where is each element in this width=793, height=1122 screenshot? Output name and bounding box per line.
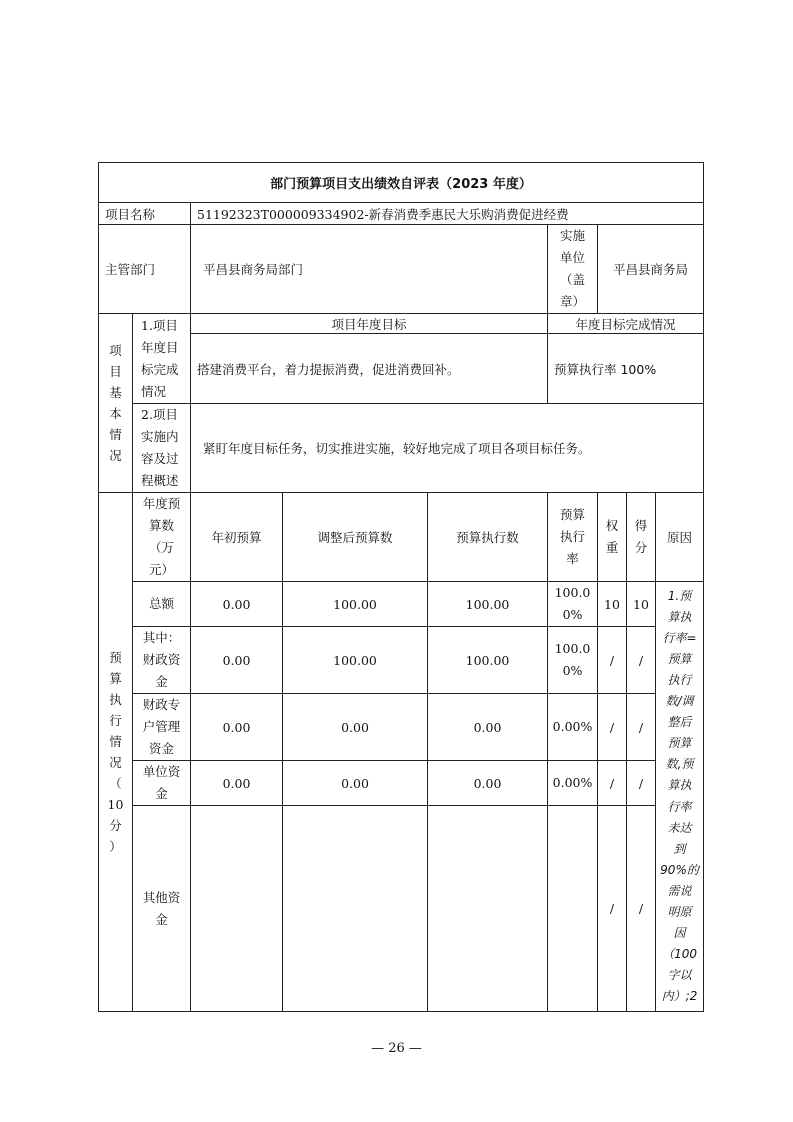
- row-label-line: 资金: [148, 741, 174, 756]
- section-char: 况: [109, 448, 122, 463]
- row-weight: /: [598, 627, 627, 694]
- goal-label-line: 1.项目: [141, 317, 178, 333]
- row-label-line: 其他资: [142, 889, 181, 905]
- row-executed: 0.00: [428, 694, 548, 761]
- dept-label: 主管部门: [99, 225, 191, 314]
- row-initial: 0.00: [191, 761, 283, 806]
- performance-table: [98, 162, 704, 1012]
- unit-label-line: 实施: [559, 228, 585, 243]
- section-char: 目: [109, 364, 122, 379]
- row-initial: 0.00: [191, 694, 283, 761]
- reason-line: 明原: [667, 904, 692, 919]
- header-score: [627, 493, 656, 582]
- row-rate-line: 0%: [562, 663, 583, 678]
- row-executed: 100.00: [428, 627, 548, 694]
- table-title: 部门预算项目支出绩效自评表（2023 年度）: [99, 163, 704, 203]
- row-score: /: [627, 806, 656, 1012]
- section-char: 情: [109, 427, 122, 442]
- section-char: 算: [109, 671, 122, 686]
- row-adjusted: 0.00: [283, 694, 428, 761]
- section-char: 行: [109, 713, 122, 728]
- row-score: /: [627, 761, 656, 806]
- section-char: （: [109, 776, 122, 791]
- impl-label-line: 2.项目: [141, 407, 178, 422]
- unit-label: [548, 225, 598, 314]
- header-weight: [598, 493, 627, 582]
- section-char: 基: [109, 385, 122, 400]
- section-char: 项: [109, 343, 122, 358]
- section-char: ）: [109, 839, 122, 854]
- header-line: （万: [148, 540, 174, 555]
- table-row: [99, 694, 704, 761]
- row-rate-line: 0.00%: [552, 775, 593, 790]
- impl-label-line: 程概述: [141, 473, 179, 488]
- header-line: 权: [605, 518, 619, 533]
- row-label-line: 其中：: [142, 630, 181, 645]
- budget-section: [99, 493, 133, 1012]
- reason-line: 算执: [667, 778, 692, 793]
- impl-label-line: 容及过: [141, 451, 179, 466]
- section-char: 本: [109, 406, 122, 421]
- reason-line: 执行: [667, 672, 692, 687]
- table-row: [99, 627, 704, 694]
- row-rate-line: 100.0: [554, 585, 591, 600]
- header-line: 分: [634, 540, 648, 555]
- row-weight: /: [598, 694, 627, 761]
- row-label-line: 单位资: [142, 764, 181, 779]
- impl-label-line: 实施内: [141, 429, 179, 444]
- reason-line: 预算: [667, 736, 692, 751]
- unit-label-line: 章）: [559, 294, 585, 309]
- reason-line: 因: [673, 926, 686, 941]
- reason-line: 数/调: [665, 694, 694, 709]
- row-label-line: 财政资: [142, 652, 181, 667]
- row-label-line: 总额: [148, 596, 174, 611]
- header-initial: 年初预算: [191, 493, 283, 582]
- row-score: /: [627, 627, 656, 694]
- row-score: 10: [627, 582, 656, 627]
- reason-line: 数,预: [665, 757, 694, 772]
- row-rate-line: 0%: [562, 607, 583, 622]
- row-adjusted: 100.00: [283, 582, 428, 627]
- row-weight: /: [598, 806, 627, 1012]
- page-number: — 26 —: [371, 1041, 422, 1056]
- header-line: 年度预: [142, 496, 181, 511]
- table-row: [99, 806, 704, 1012]
- row-label-line: 财政专: [142, 697, 181, 712]
- unit-label-line: （盖: [559, 272, 585, 287]
- goal-label-line: 标完成: [141, 361, 179, 377]
- table-row: [99, 582, 704, 627]
- budget-header-first: [133, 493, 191, 582]
- row-rate-line: 100.0: [554, 641, 591, 656]
- table-row: [99, 761, 704, 806]
- section-char: 况: [109, 755, 122, 770]
- header-executed: 预算执行数: [428, 493, 548, 582]
- header-rate: [548, 493, 598, 582]
- row-executed: [428, 806, 548, 1012]
- project-name-value: 51192323T000009334902-新春消费季惠民大乐购消费促进经费: [191, 203, 704, 225]
- project-name-label: 项目名称: [99, 203, 191, 225]
- section-char: 执: [109, 692, 122, 707]
- section-char: 预: [109, 650, 122, 665]
- header-reason: 原因: [656, 493, 704, 582]
- row-score: /: [627, 694, 656, 761]
- row-initial: [191, 806, 283, 1012]
- header-line: 率: [566, 551, 579, 566]
- header-line: 执行: [559, 529, 585, 544]
- row-initial: 0.00: [191, 582, 283, 627]
- goal-text: 搭建消费平台，着力提振消费，促进消费回补。: [191, 334, 548, 404]
- completion-header: 年度目标完成情况: [548, 314, 704, 334]
- header-adjusted: 调整后预算数: [283, 493, 428, 582]
- section-char: 情: [109, 734, 122, 749]
- row-weight: 10: [598, 582, 627, 627]
- reason-line: 算执: [667, 609, 692, 624]
- row-label-line: 金: [155, 911, 168, 927]
- dept-value: 平昌县商务局部门: [191, 225, 548, 314]
- row-weight: /: [598, 761, 627, 806]
- goal-label-line: 年度目: [141, 339, 179, 355]
- section-char: 分: [109, 818, 122, 833]
- row-rate-line: 0.00%: [552, 719, 593, 734]
- reason-line: 1.预: [667, 588, 692, 603]
- header-line: 元）: [148, 562, 174, 577]
- unit-label-line: 单位: [559, 250, 585, 265]
- completion-text: 预算执行率 100%: [548, 334, 704, 404]
- basic-info-section: [99, 314, 133, 493]
- reason-line: 预算: [667, 651, 692, 666]
- goal-header: 项目年度目标: [191, 314, 548, 334]
- row-adjusted: [283, 806, 428, 1012]
- row-label-line: 金: [155, 674, 168, 689]
- reason-line: 内）;2: [661, 989, 698, 1004]
- section-char: 10: [107, 797, 124, 812]
- reason-line: 需说: [667, 883, 692, 898]
- unit-value: 平昌县商务局: [598, 225, 704, 314]
- header-line: 预算: [559, 507, 585, 522]
- goal-label-line: 情况: [141, 383, 167, 399]
- header-line: 算数: [148, 518, 174, 533]
- row-adjusted: 100.00: [283, 627, 428, 694]
- reason-line: 行率=: [662, 630, 697, 645]
- implementation-label: [133, 404, 191, 493]
- header-line: 重: [605, 540, 619, 555]
- row-label-line: 金: [155, 786, 168, 801]
- reason-line: 整后: [667, 715, 692, 730]
- row-initial: 0.00: [191, 627, 283, 694]
- reason-line: 未达: [667, 820, 692, 835]
- reason-line: 到: [673, 841, 686, 856]
- reason-text: [656, 582, 704, 1012]
- row-adjusted: 0.00: [283, 761, 428, 806]
- row-label-line: 户管理: [142, 719, 181, 734]
- reason-line: 行率: [667, 799, 692, 814]
- reason-line: （100: [662, 947, 697, 962]
- reason-line: 90%的: [660, 862, 699, 877]
- reason-line: 字以: [667, 968, 692, 983]
- header-line: 得: [634, 518, 648, 533]
- row-executed: 0.00: [428, 761, 548, 806]
- goal-label: [133, 314, 191, 404]
- implementation-text: 紧盯年度目标任务，切实推进实施，较好地完成了项目各项目标任务。: [191, 404, 704, 493]
- row-executed: 100.00: [428, 582, 548, 627]
